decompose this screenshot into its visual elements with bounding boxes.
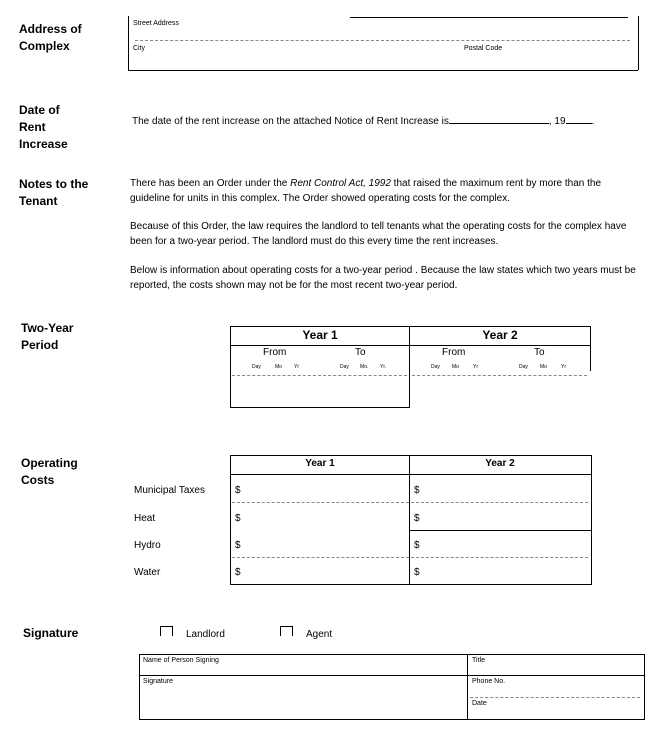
date-heading: Date of Rent Increase	[19, 103, 68, 151]
costs-header-divider	[230, 474, 592, 475]
date-year-prefix: , 19	[548, 116, 566, 127]
period-year1-to: To	[355, 347, 366, 358]
costs-middle-border	[409, 455, 410, 585]
y2-from-month-field[interactable]: Mo	[452, 364, 459, 370]
municipal-taxes-year1-field[interactable]: $	[235, 485, 241, 496]
rent-increase-year-field[interactable]	[566, 113, 592, 124]
landlord-label: Landlord	[186, 629, 225, 640]
notes-paragraph-3: Below is information about operating costs for a two-year period . Because the law states which two years must be reported, the costs shown may not be for the most recent two-year period.	[130, 265, 636, 291]
notes-p1-after: that raised the maximum rent by more than the guideline for units in this complex. The Order showed operating costs for the complex.	[130, 178, 602, 204]
costs-year2-header: Year 2	[485, 458, 515, 469]
signature-right-border	[644, 654, 645, 720]
rent-increase-date-field[interactable]	[449, 113, 549, 124]
costs-heading: Operating Costs	[21, 456, 78, 487]
period-year2-header: Year 2	[482, 328, 518, 342]
period-bottom-border	[230, 407, 410, 408]
y1-from-month-field[interactable]: Mo	[275, 364, 282, 370]
y2-to-month-field[interactable]: Mo	[540, 364, 547, 370]
street-address-field[interactable]: Street Address	[133, 20, 179, 27]
phone-number-field[interactable]: Phone No.	[472, 678, 506, 685]
water-label: Water	[134, 567, 161, 578]
agent-label: Agent	[306, 629, 333, 640]
signature-middle-border	[467, 654, 468, 720]
notes-heading: Notes to the Tenant	[19, 177, 89, 208]
city-field[interactable]: City	[133, 45, 146, 52]
y2-to-day-field[interactable]: Day	[519, 364, 528, 370]
date-end: .	[591, 116, 595, 127]
date-sentence	[132, 113, 594, 129]
notes-paragraph-2: Because of this Order, the law requires the landlord to tell tenants what the operating costs for the complex have been for a two-year period. The landlord must do this every time the rent increases.	[130, 221, 627, 247]
costs-top-border	[230, 455, 592, 456]
costs-left-border	[230, 455, 231, 585]
agent-checkbox[interactable]	[280, 626, 293, 636]
costs-year1-header: Year 1	[305, 458, 335, 469]
y1-to-day-field[interactable]: Day	[340, 364, 349, 370]
name-of-person-signing-field[interactable]: Name of Person Signing	[143, 657, 219, 664]
period-year2-date-line	[412, 375, 587, 376]
y1-from-year-field[interactable]: Yr	[294, 364, 299, 370]
costs-row-line-2	[410, 530, 591, 531]
date-sentence-text: The date of the rent increase on the attached Notice of Rent Increase is	[132, 116, 449, 127]
signature-row-divider	[139, 675, 644, 676]
signature-bottom-border	[139, 719, 644, 720]
municipal-taxes-year2-field[interactable]: $	[414, 485, 420, 496]
y2-from-year-field[interactable]: Yr	[473, 364, 478, 370]
costs-row-line-3	[232, 557, 588, 558]
signature-top-border	[139, 654, 644, 655]
y1-to-month-field[interactable]: Mo.	[360, 364, 369, 370]
hydro-label: Hydro	[134, 540, 161, 551]
costs-row-line-1	[232, 502, 588, 503]
address-right-border	[638, 16, 639, 70]
address-left-border	[128, 16, 129, 71]
period-year1-date-line	[232, 375, 407, 376]
hydro-year2-field[interactable]: $	[414, 540, 420, 551]
signature-field[interactable]: Signature	[143, 678, 173, 685]
period-heading: Two-Year Period	[21, 321, 74, 352]
period-year1-from: From	[263, 347, 287, 358]
address-heading: Address of Complex	[19, 22, 82, 53]
address-bottom-border	[128, 70, 638, 71]
costs-bottom-border	[230, 584, 592, 585]
heat-year1-field[interactable]: $	[235, 513, 241, 524]
y2-from-day-field[interactable]: Day	[431, 364, 440, 370]
address-top-border	[350, 17, 628, 18]
y1-to-year-field[interactable]: Yr.	[380, 364, 387, 370]
period-top-border	[230, 326, 590, 327]
period-year2-from: From	[442, 347, 466, 358]
postal-code-field[interactable]: Postal Code	[464, 45, 503, 52]
water-year1-field[interactable]: $	[235, 567, 241, 578]
hydro-year1-field[interactable]: $	[235, 540, 241, 551]
signature-heading: Signature	[23, 626, 79, 640]
y1-from-day-field[interactable]: Day	[252, 364, 261, 370]
street-city-divider	[135, 40, 630, 41]
notes-paragraph-1	[130, 176, 640, 206]
notes-p1-before: There has been an Order under the	[130, 178, 291, 189]
signature-left-border	[139, 654, 140, 720]
water-year2-field[interactable]: $	[414, 567, 420, 578]
heat-year2-field[interactable]: $	[414, 513, 420, 524]
costs-right-border	[591, 455, 592, 585]
y2-to-year-field[interactable]: Yr	[561, 364, 566, 370]
date-field[interactable]: Date	[472, 700, 487, 707]
landlord-checkbox[interactable]	[160, 626, 173, 636]
municipal-taxes-label: Municipal Taxes	[134, 485, 205, 496]
phone-date-divider	[470, 697, 640, 698]
title-field[interactable]: Title	[472, 657, 485, 664]
period-year2-to: To	[534, 347, 545, 358]
period-year1-header: Year 1	[302, 328, 338, 342]
heat-label: Heat	[134, 513, 156, 524]
rent-control-act-title: Rent Control Act, 1992	[290, 178, 391, 189]
